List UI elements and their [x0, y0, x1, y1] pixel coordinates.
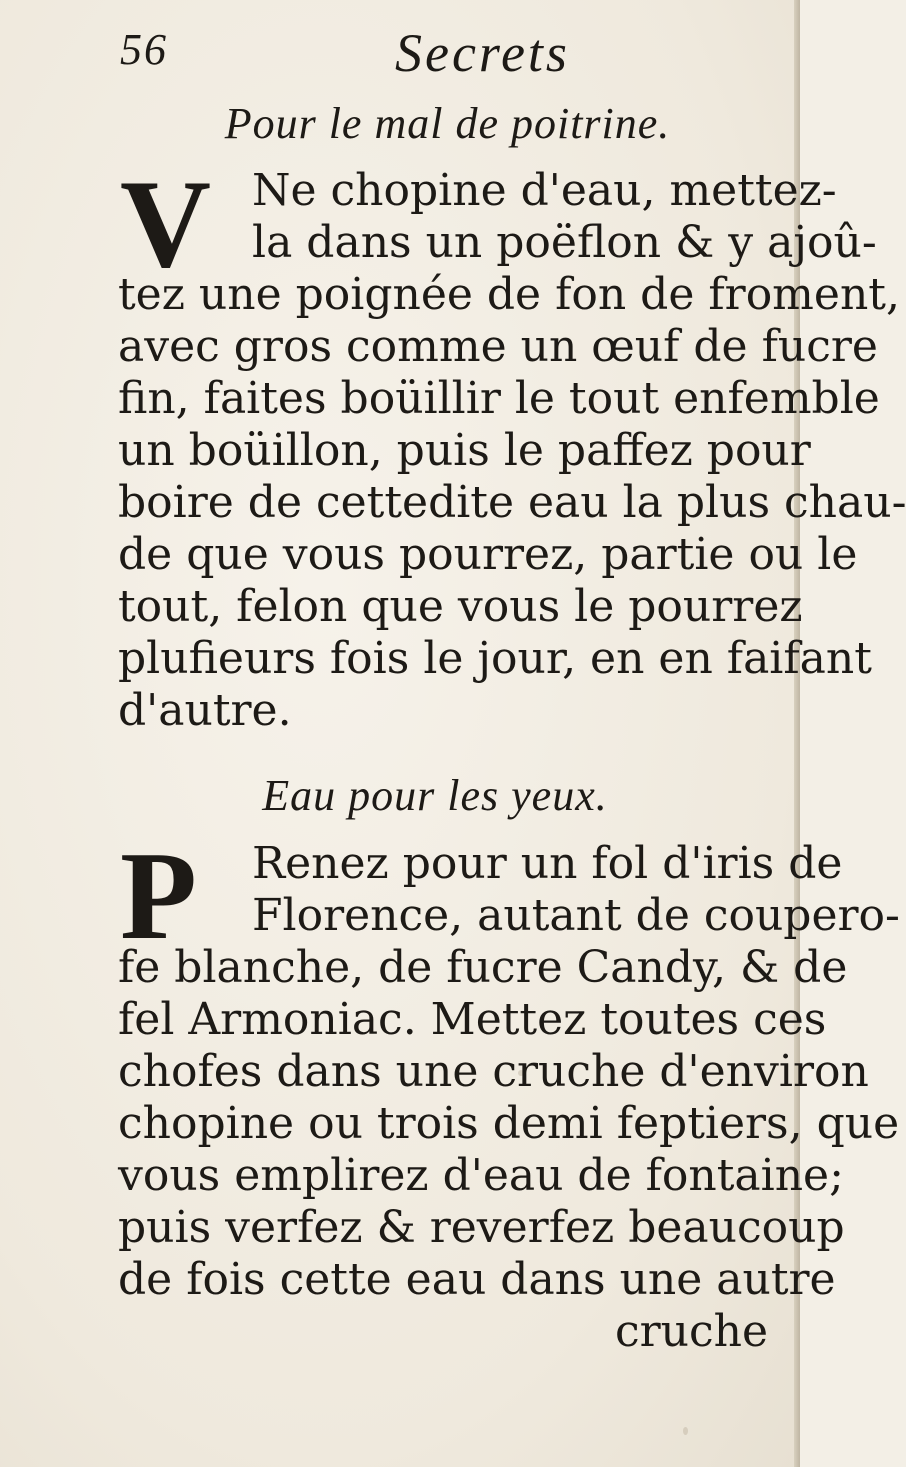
section-heading: Eau pour les yeux. [262, 771, 608, 820]
section-heading: Pour le mal de poitrine. [224, 99, 671, 148]
drop-cap: V [120, 155, 211, 294]
text-line: de que vous pourrez, partie ou le [118, 529, 858, 580]
text-line: plufieurs fois le jour, en en faifant [118, 633, 872, 684]
text-line: tez une poignée de fon de froment, [118, 269, 900, 320]
drop-cap: P [120, 827, 197, 966]
text-line: de fois cette eau dans une autre [118, 1254, 836, 1305]
paper-stain [683, 1427, 688, 1435]
text-line: puis verfez & reverfez beaucoup [118, 1202, 845, 1253]
text-line: fel Armoniac. Mettez toutes ces [118, 994, 827, 1045]
running-title: Secrets [395, 23, 570, 83]
text-line: vous emplirez d'eau de fontaine; [118, 1150, 844, 1201]
text-line: tout, felon que vous le pourrez [118, 581, 803, 632]
paragraph [118, 838, 900, 1358]
text-line: chopine ou trois demi feptiers, que [118, 1098, 900, 1149]
text-line: fe blanche, de fucre Candy, & de [118, 942, 848, 993]
catchword: cruche [614, 1306, 768, 1357]
page-number: 56 [120, 25, 168, 74]
running-head [0, 14, 800, 84]
text-line: chofes dans une cruche d'environ [118, 1046, 869, 1097]
paragraph [118, 165, 906, 737]
text-line: d'autre. [118, 685, 292, 736]
text-line: Florence, autant de coupero- [252, 890, 900, 941]
text-line: avec gros comme un œuf de fucre [118, 321, 878, 372]
text-line: fin, faites boüillir le tout enfemble [118, 373, 880, 424]
text-line: un boüillon, puis le paffez pour [118, 425, 811, 476]
text-line: la dans un poëflon & y ajoû- [252, 217, 877, 268]
text-line: Renez pour un fol d'iris de [252, 838, 843, 889]
text-line: boire de cettedite eau la plus chau- [118, 477, 906, 528]
text-line: Ne chopine d'eau, mettez- [252, 165, 837, 216]
